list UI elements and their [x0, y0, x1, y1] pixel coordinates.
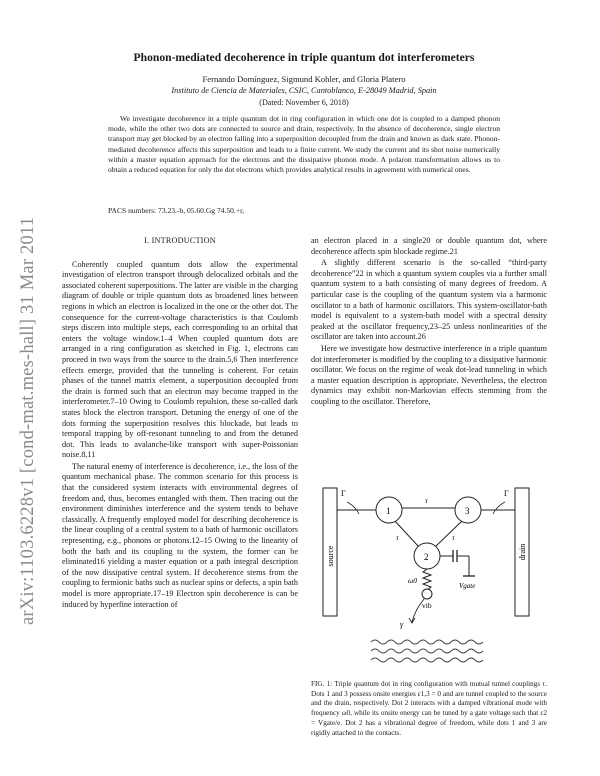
- abstract-text: We investigate decoherence in a triple quantum dot in ring configuration in which one dot is coupled to a damped phonon mode, while the other two dots are connected to source and drain, respectively. In the absence of decoherence, single electron transport may get blocked by an electron falling into a superposition decoupled from the drain and known as dark state. Phonon-mediated decoherence affects this superposition and leads to a finite current. We study the current and its shot noise numerically within a master equation approach for the electrons and the dissipative phonon mode. A polaron transformation allows us to obtain a reduced equation for only the dot electrons which provides analytical results in agreement with numerical ones.: [108, 114, 500, 175]
- coupling-arc-left: [347, 502, 359, 514]
- vib-mode-circle: [422, 589, 432, 599]
- authors: Fernando Domínguez, Sigmund Kohler, and Gloria Platero: [202, 74, 406, 84]
- vgate-label: Vgate: [459, 582, 476, 590]
- paragraph: an electron placed in a single20 or double quantum dot, where decoherence affects spin blockade regime.21: [311, 236, 547, 256]
- left-column: [62, 236, 298, 611]
- tau-label-right: τ: [452, 533, 455, 542]
- bath-wave-icon: [371, 640, 483, 644]
- gamma-right-label: Γ: [504, 489, 509, 498]
- gamma-left-label: Γ: [341, 489, 346, 498]
- right-column: [311, 236, 547, 409]
- figure-caption: FIG. 1: Triple quantum dot in ring configuration with mutual tunnel couplings τ. Dots 1 and 3 possess onsite energies ε1,3 = 0 and are tunnel coupled to the source and the drain, respectively. Dot 2 interacts with a damped vibrational mode with frequency ω0, while its onsite energy can be tuned by a gate voltage such that ε2 = Vgate/e. Dot 2 has a vibrational degree of freedom, while dots 1 and 3 are rigidly attached to the contacts.: [311, 680, 547, 737]
- paper-title: Phonon-mediated decoherence in triple quantum dot interferometers: [133, 51, 475, 64]
- bath-wave-icon: [371, 649, 483, 653]
- pacs-numbers: PACS numbers: 73.23.-b, 05.60.Gg 74.50.+r,: [108, 206, 245, 215]
- omega0-label: ω0: [408, 576, 418, 585]
- abstract: [108, 114, 500, 175]
- drain-label: drain: [518, 543, 527, 561]
- dot-1-label: 1: [386, 506, 391, 516]
- arxiv-id-text: arXiv:1103.6228v1 [cond-mat.mes-hall] 31 Mar 2011: [18, 216, 38, 625]
- dot-2-label: 2: [424, 552, 429, 562]
- date-line: (Dated: November 6, 2018): [259, 98, 349, 107]
- bath-wave-icon: [371, 658, 483, 662]
- tau-label-top: τ: [425, 496, 428, 505]
- paragraph: The natural enemy of interference is decoherence, i.e., the loss of the quantum mechanical phase. The common scenario for this process is that the considered system interacts with environmental degrees of freedom and, thus, becomes entangled with them. Then tracing out the environment diminishes interference and the system tends to behave classically. A frequently employed model for describing decoherence is the linear coupling of a central system to a bath of harmonic oscillators representing, e.g., phonons or photons.12–15 Owing to the linearity of both the bath and its coupling to the system, the former can be eliminated16 yielding a master equation or a path integral description of the now dissipative central system. If decoherence stems from the coupling to fermionic baths such as nuclear spins or defects, a spin bath model is more appropriate.17–19 Electron spin decoherence is can be induced by hyperfine interaction of: [62, 461, 298, 609]
- paragraph: Here we investigate how destructive interference in a triple quantum dot interferometer is modified by the coupling to a dissipative harmonic oscillator. We focus on the regime of weak dot-lead tunneling in which a master equation description is appropriate. Nevertheless, the electron dynamics may exhibit non-Markovian effects stemming from the coupling to the oscillator. Therefore,: [311, 343, 547, 406]
- dot-3-label: 3: [465, 506, 470, 516]
- gamma-damping-label: γ: [400, 620, 404, 629]
- affiliation: Instituto de Ciencia de Materiales, CSIC, Cantoblanco, E-28049 Madrid, Spain: [171, 86, 437, 95]
- figure-1: [311, 470, 547, 665]
- spring-icon: [423, 569, 431, 590]
- tunnel-3-2: [435, 520, 463, 547]
- triple-dot-diagram: [311, 470, 547, 665]
- arxiv-identifier: [4, 145, 38, 625]
- paragraph: A slightly different scenario is the so-called “third-party decoherence”22 in which a quantum system couples via a further small quantum system to a bath consisting of many degrees of freedom. A particular case is the coupling of the quantum system via a harmonic oscillator to a bath of harmonic oscillators. This system-oscillator-bath model is equivalent to a system-bath model with a spectral density peaked at the oscillator frequency,23–25 unless nonlinearities of the oscillator are taken into account.26: [311, 258, 547, 342]
- section-heading: I. INTRODUCTION: [144, 236, 216, 245]
- source-label: source: [326, 545, 335, 567]
- coupling-arc-right: [493, 502, 505, 514]
- paragraph: Coherently coupled quantum dots allow the experimental investigation of electron transport through delocalized orbitals and the associated coherent superpositions. The latter are visible in the charging diagram of double or triple quantum dots as broadened lines between regions in which an electron is localized in the one or the other dot. The consequence for the current-voltage characteristics is that Coulomb steps discern into multiple steps, each corresponding to an orbital that enters the voltage window.1–4 When coupled quantum dots are arranged in a ring configuration as sketched in Fig. 1, electrons can proceed in two ways from the source to the drain.5,6 Then interference effects emerge, provided that the tunneling is coherent. For cetain phases of the tunnel matrix element, a superposition decoupled from the drain is formed such that an electron may become trapped in the interferometer.7–10 Owing to Coulomb repulsion, these so-called dark states block the electron transport. Detuning the energy of one of the dots forming the superposition resolves this blockade, but leads to temporal trapping by off-resonant tunneling to and from the detuned dot. This leads to avalanche-like transport with super-Poissonian noise.8,11: [62, 259, 298, 460]
- tau-label-left: τ: [396, 533, 399, 542]
- vib-label: vib: [422, 601, 432, 610]
